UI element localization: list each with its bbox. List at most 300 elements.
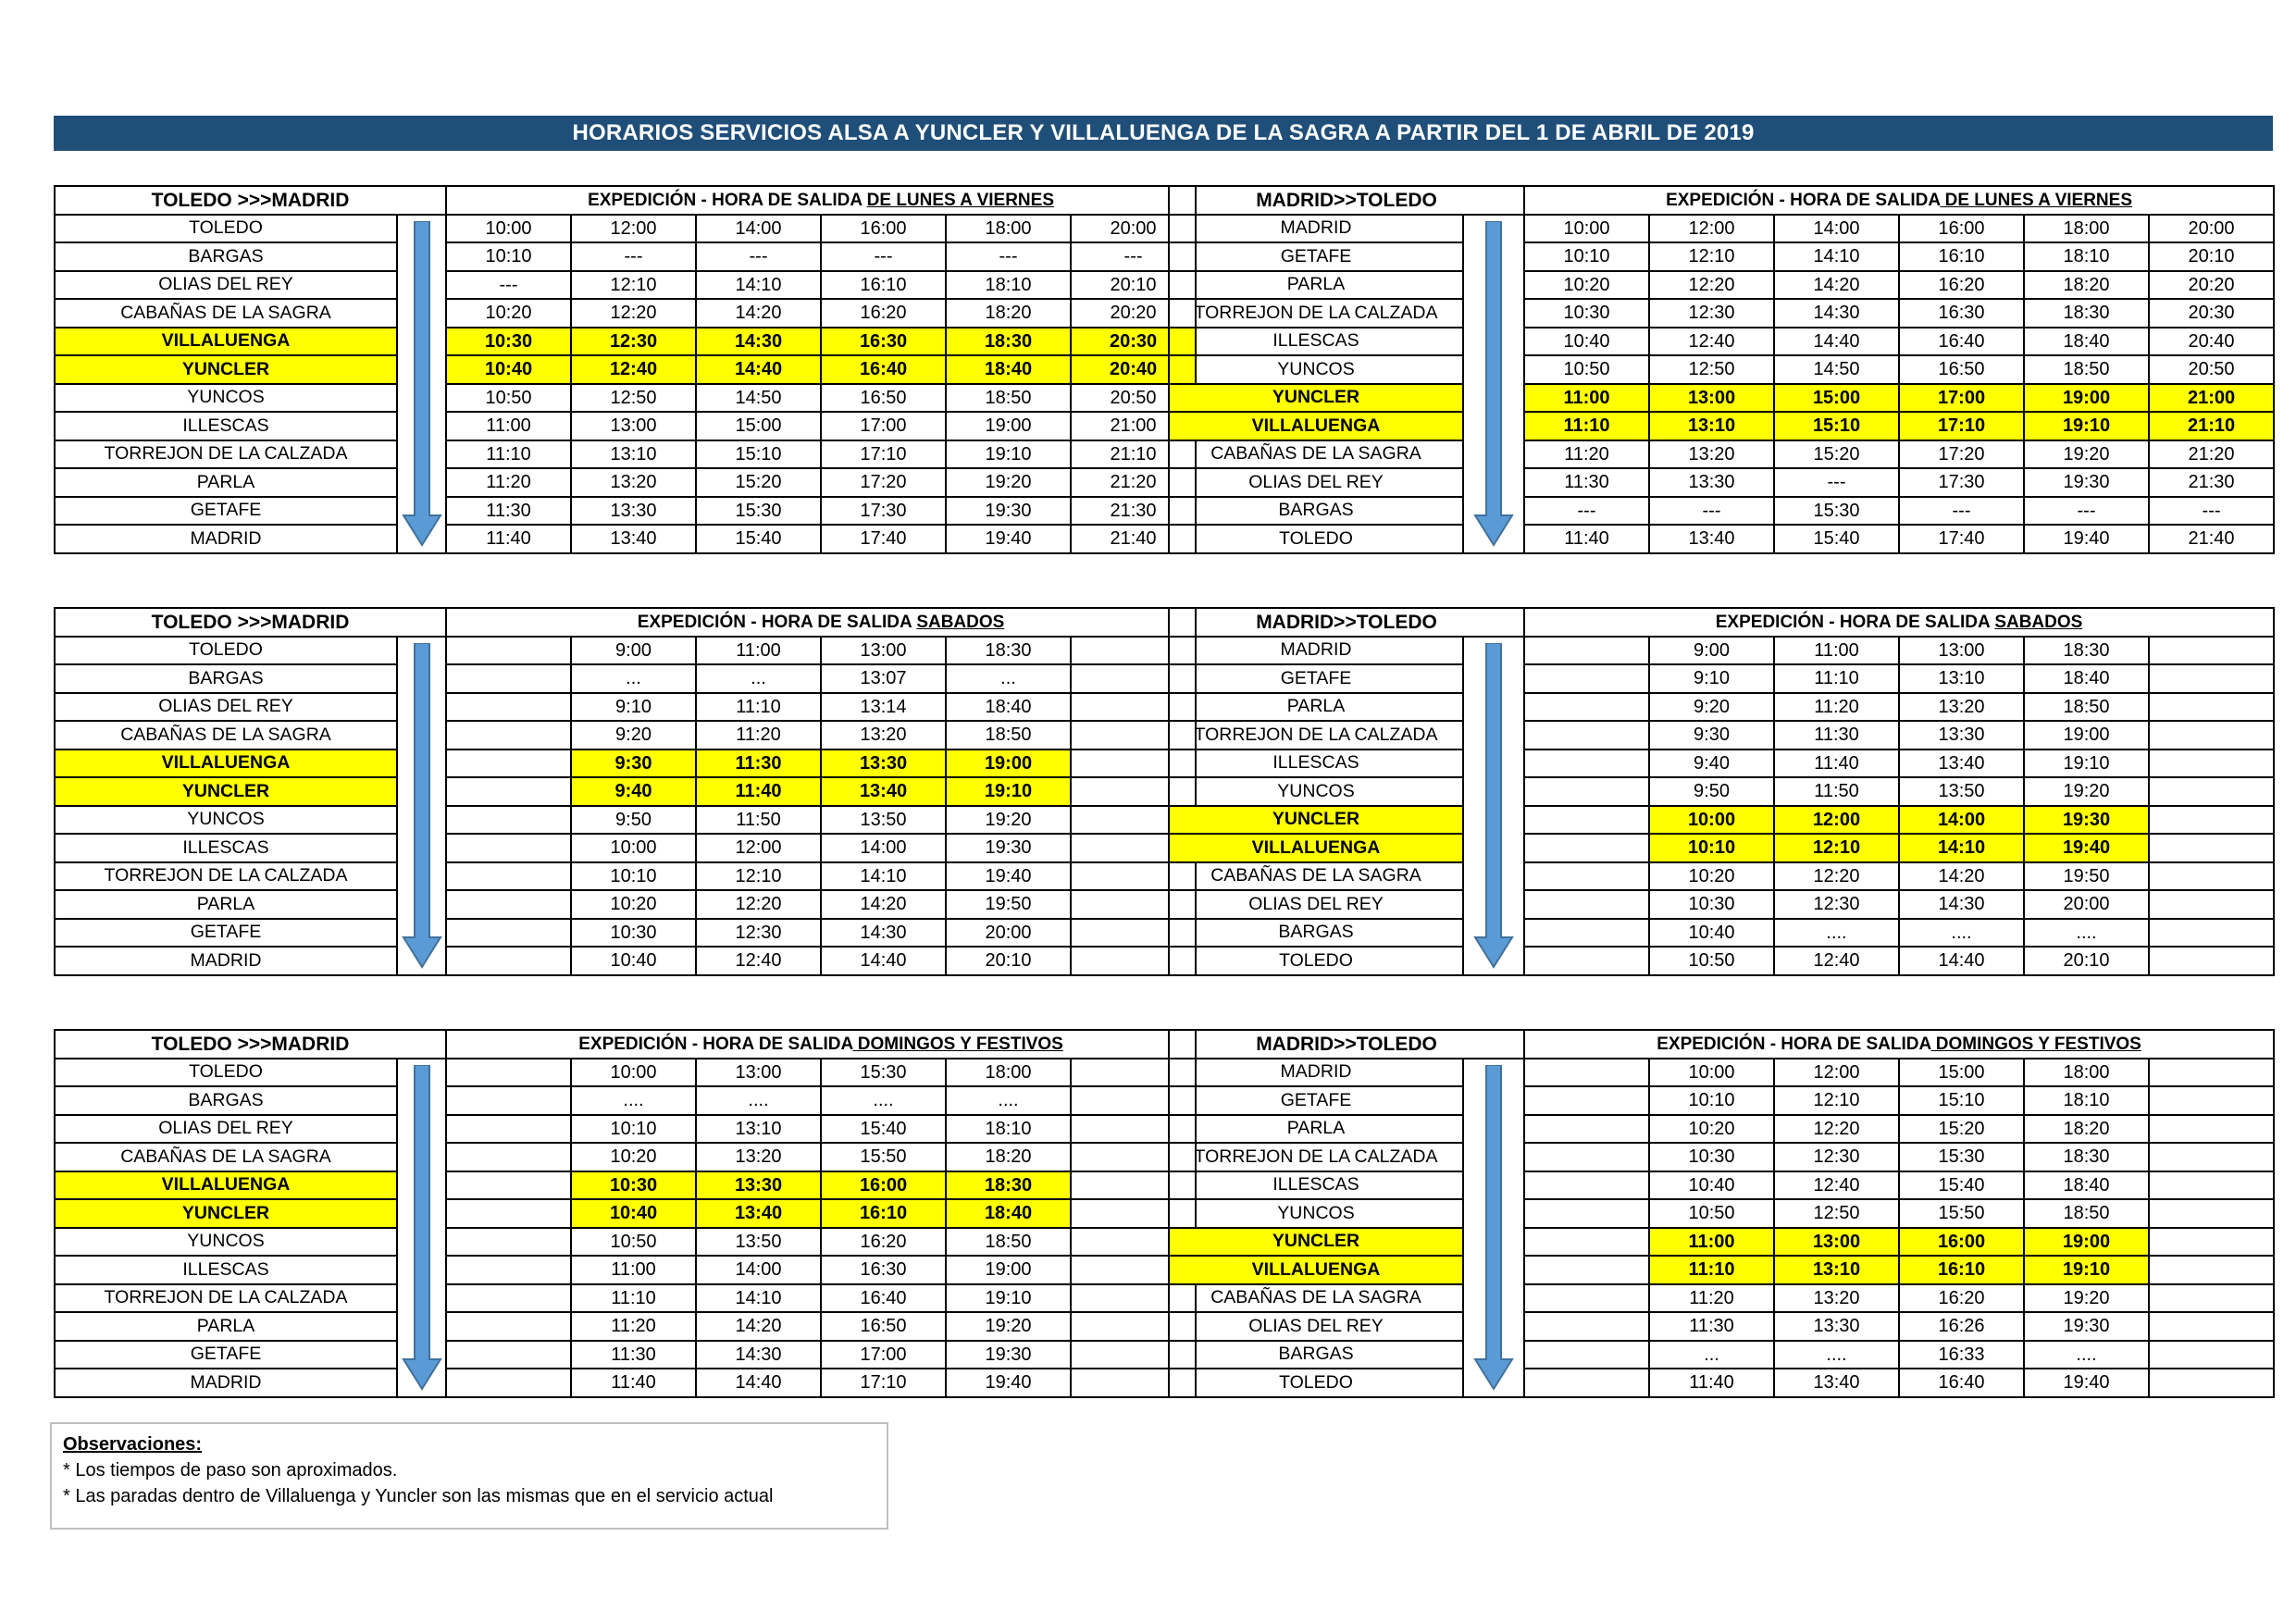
table-row: [55, 355, 1196, 384]
departure-time: [446, 1086, 571, 1115]
departure-time: 19:30: [2024, 806, 2149, 835]
departure-time: [446, 1312, 571, 1341]
departure-time: 12:10: [1774, 834, 1899, 862]
departure-time: 18:20: [946, 299, 1071, 328]
departure-time: 11:00: [571, 1256, 696, 1284]
departure-time: 11:00: [696, 637, 821, 665]
stop-name: YUNCLER: [55, 1199, 397, 1228]
departure-time: 17:00: [821, 1341, 946, 1369]
departure-time: 21:00: [1071, 412, 1196, 440]
departure-time: ...: [696, 664, 821, 693]
timetable: [1168, 1029, 2275, 1398]
departure-time: ....: [2024, 919, 2149, 948]
stop-name: TORREJON DE LA CALZADA: [1169, 721, 1463, 750]
table-row: [55, 328, 1196, 356]
table-row: [1169, 1115, 2274, 1144]
stop-name: TOLEDO: [55, 1059, 397, 1087]
table-row: [1169, 834, 2274, 862]
departure-time: 16:00: [821, 215, 946, 243]
departure-time: 10:30: [571, 1171, 696, 1200]
departure-time: 16:10: [821, 271, 946, 300]
departure-time: 11:10: [571, 1284, 696, 1313]
departure-time: 18:00: [946, 215, 1071, 243]
departure-time: 11:20: [1649, 1284, 1774, 1313]
stop-name: YUNCOS: [55, 806, 397, 835]
table-row: [1169, 412, 2274, 440]
stop-name: VILLALUENGA: [55, 1171, 397, 1200]
departure-time: 10:50: [446, 384, 571, 413]
departure-time: [1524, 664, 1649, 693]
departure-time: ....: [821, 1086, 946, 1115]
departure-time: [2149, 862, 2274, 891]
departure-time: 18:10: [946, 271, 1071, 300]
departure-time: 10:50: [1649, 947, 1774, 975]
departure-time: 12:00: [1774, 806, 1899, 835]
departure-time: 10:50: [1524, 355, 1649, 384]
departure-time: 9:20: [1649, 693, 1774, 722]
table-row: [1169, 862, 2274, 891]
departure-time: [446, 1115, 571, 1144]
table-row: [55, 1312, 1196, 1341]
stop-name: OLIAS DEL REY: [55, 1115, 397, 1144]
stop-name: VILLALUENGA: [55, 328, 397, 356]
departure-time: 20:00: [946, 919, 1071, 948]
departure-time: 11:20: [1774, 693, 1899, 722]
stop-name: GETAFE: [1169, 242, 1463, 271]
departure-time: 18:30: [2024, 637, 2149, 665]
departure-time: 14:10: [821, 862, 946, 891]
departure-time: 10:10: [571, 1115, 696, 1144]
table-row: [1169, 1086, 2274, 1115]
departure-time: [2149, 1199, 2274, 1228]
stop-name: BARGAS: [55, 242, 397, 271]
departure-time: 18:50: [946, 384, 1071, 413]
departure-time: 16:40: [1899, 1369, 2024, 1397]
departure-time: 15:50: [1899, 1199, 2024, 1228]
departure-time: [2149, 919, 2274, 948]
stop-name: CABAÑAS DE LA SAGRA: [1169, 440, 1463, 469]
table-row: [55, 862, 1196, 891]
departure-time: 20:40: [2149, 328, 2274, 356]
departure-time: [2149, 693, 2274, 722]
stop-name: GETAFE: [55, 919, 397, 948]
departure-time: 19:30: [2024, 1312, 2149, 1341]
stop-name: TOLEDO: [1169, 947, 1463, 975]
departure-time: 15:30: [821, 1059, 946, 1087]
departure-time: 16:10: [821, 1199, 946, 1228]
table-row: [55, 242, 1196, 271]
departure-time: 17:30: [1899, 468, 2024, 497]
departure-time: 10:50: [571, 1228, 696, 1257]
departure-time: [1524, 890, 1649, 919]
stop-name: ILLESCAS: [55, 834, 397, 862]
timetable: [1168, 185, 2275, 554]
departure-time: 19:20: [946, 806, 1071, 835]
down-arrow-icon: [1473, 221, 1514, 547]
expedition-header: [446, 186, 1196, 215]
departure-time: 16:40: [1899, 328, 2024, 356]
departure-time: 14:40: [1899, 947, 2024, 975]
stop-name: ILLESCAS: [55, 1256, 397, 1284]
table-row: [55, 1143, 1196, 1171]
table-row: [55, 1228, 1196, 1257]
departure-time: 20:50: [2149, 355, 2274, 384]
departure-time: 13:00: [571, 412, 696, 440]
departure-time: 13:40: [696, 1199, 821, 1228]
departure-time: 13:00: [1649, 384, 1774, 413]
departure-time: 19:50: [946, 890, 1071, 919]
departure-time: 10:00: [1524, 215, 1649, 243]
departure-time: 11:20: [696, 721, 821, 750]
departure-time: 15:00: [1899, 1059, 2024, 1087]
departure-time: 11:00: [446, 412, 571, 440]
departure-time: [1524, 1086, 1649, 1115]
service-period: DE LUNES A VIERNES: [866, 190, 1054, 210]
departure-time: 11:30: [446, 497, 571, 526]
departure-time: 14:40: [1774, 328, 1899, 356]
departure-time: 14:00: [821, 834, 946, 862]
route-title: TOLEDO >>>MADRID: [55, 1030, 446, 1059]
departure-time: 12:40: [1774, 1171, 1899, 1200]
departure-time: 19:30: [946, 834, 1071, 862]
departure-time: 19:30: [946, 497, 1071, 526]
table-row: [55, 664, 1196, 693]
departure-time: 16:10: [1899, 242, 2024, 271]
stop-name: VILLALUENGA: [1169, 1256, 1463, 1284]
departure-time: 13:10: [571, 440, 696, 469]
departure-time: 11:30: [1649, 1312, 1774, 1341]
departure-time: 15:30: [696, 497, 821, 526]
table-row: [55, 890, 1196, 919]
departure-time: 13:00: [1899, 637, 2024, 665]
departure-time: [2149, 947, 2274, 975]
departure-time: 21:10: [2149, 412, 2274, 440]
departure-time: [446, 919, 571, 948]
table-row: [55, 299, 1196, 328]
departure-time: ....: [1899, 919, 2024, 948]
stop-name: MADRID: [1169, 637, 1463, 665]
departure-time: 13:10: [1649, 412, 1774, 440]
departure-time: 10:40: [446, 355, 571, 384]
table-row: [55, 1199, 1196, 1228]
departure-time: [2149, 1115, 2274, 1144]
departure-time: 20:40: [1071, 355, 1196, 384]
departure-time: 17:30: [821, 497, 946, 526]
departure-time: 12:00: [571, 215, 696, 243]
table-row: [1169, 468, 2274, 497]
departure-time: 11:50: [1774, 777, 1899, 806]
departure-time: 14:10: [1899, 834, 2024, 862]
stop-name: MADRID: [1169, 1059, 1463, 1087]
timetable: [54, 185, 1197, 554]
stop-name: OLIAS DEL REY: [1169, 1312, 1463, 1341]
departure-time: 15:50: [821, 1143, 946, 1171]
table-row: [55, 1369, 1196, 1397]
departure-time: [1524, 1369, 1649, 1397]
departure-time: 16:20: [1899, 271, 2024, 300]
departure-time: 19:20: [946, 1312, 1071, 1341]
departure-time: ---: [1071, 242, 1196, 271]
departure-time: 20:20: [1071, 299, 1196, 328]
departure-time: [446, 947, 571, 975]
departure-time: ....: [946, 1086, 1071, 1115]
departure-time: 10:00: [571, 834, 696, 862]
departure-time: 18:20: [2024, 1115, 2149, 1144]
departure-time: ---: [2149, 497, 2274, 526]
departure-time: 15:20: [1899, 1115, 2024, 1144]
departure-time: 12:10: [696, 862, 821, 891]
table-row: [55, 834, 1196, 862]
table-row: [1169, 525, 2274, 553]
departure-time: 13:14: [821, 693, 946, 722]
table-row: [55, 1059, 1196, 1087]
departure-time: 12:30: [696, 919, 821, 948]
table-row: [55, 1256, 1196, 1284]
departure-time: [1524, 637, 1649, 665]
stop-name: OLIAS DEL REY: [1169, 468, 1463, 497]
departure-time: 17:10: [821, 1369, 946, 1397]
departure-time: 9:50: [571, 806, 696, 835]
departure-time: [1524, 862, 1649, 891]
table-row: [1169, 242, 2274, 271]
stop-name: GETAFE: [55, 1341, 397, 1369]
departure-time: 16:30: [821, 328, 946, 356]
departure-time: 19:30: [2024, 468, 2149, 497]
expedition-header: [446, 608, 1196, 637]
table-row: [1169, 947, 2274, 975]
departure-time: 14:30: [1774, 299, 1899, 328]
departure-time: 20:50: [1071, 384, 1196, 413]
departure-time: 13:20: [571, 468, 696, 497]
stop-name: TORREJON DE LA CALZADA: [55, 862, 397, 891]
departure-time: [2149, 1228, 2274, 1257]
departure-time: 13:50: [1899, 777, 2024, 806]
departure-time: [446, 750, 571, 778]
departure-time: ...: [946, 664, 1071, 693]
table-row: [55, 806, 1196, 835]
departure-time: 19:00: [2024, 384, 2149, 413]
departure-time: 14:00: [696, 1256, 821, 1284]
departure-time: 14:20: [696, 299, 821, 328]
table-row: [1169, 1284, 2274, 1313]
departure-time: 18:00: [2024, 1059, 2149, 1087]
departure-time: [2149, 777, 2274, 806]
departure-time: 11:30: [696, 750, 821, 778]
table-row: [1169, 1312, 2274, 1341]
table-row: [1169, 806, 2274, 835]
route-title: TOLEDO >>>MADRID: [55, 186, 446, 215]
departure-time: 11:10: [1774, 664, 1899, 693]
departure-time: 16:20: [821, 299, 946, 328]
departure-time: 9:50: [1649, 777, 1774, 806]
departure-time: 20:00: [2149, 215, 2274, 243]
departure-time: 10:20: [1649, 1115, 1774, 1144]
table-row: [55, 525, 1196, 553]
departure-time: 20:10: [1071, 271, 1196, 300]
stop-name: BARGAS: [1169, 497, 1463, 526]
departure-time: 14:00: [1899, 806, 2024, 835]
departure-time: [446, 890, 571, 919]
departure-time: [1524, 721, 1649, 750]
departure-time: 21:20: [2149, 440, 2274, 469]
departure-time: [2149, 1312, 2274, 1341]
departure-time: [446, 862, 571, 891]
table-row: [55, 468, 1196, 497]
departure-time: 18:40: [2024, 664, 2149, 693]
departure-time: 11:00: [1649, 1228, 1774, 1257]
departure-time: 9:30: [571, 750, 696, 778]
stop-name: CABAÑAS DE LA SAGRA: [55, 299, 397, 328]
departure-time: 10:30: [1524, 299, 1649, 328]
departure-time: 13:30: [1649, 468, 1774, 497]
table-row: [1169, 1228, 2274, 1257]
stop-name: PARLA: [1169, 1115, 1463, 1144]
departure-time: 19:40: [2024, 834, 2149, 862]
departure-time: [1524, 1115, 1649, 1144]
table-row: [1169, 664, 2274, 693]
departure-time: 13:20: [696, 1143, 821, 1171]
departure-time: 11:40: [1524, 525, 1649, 553]
stop-name: PARLA: [55, 1312, 397, 1341]
departure-time: 12:10: [571, 271, 696, 300]
departure-time: [1524, 1199, 1649, 1228]
departure-time: 12:40: [696, 947, 821, 975]
departure-time: [2149, 1171, 2274, 1200]
departure-time: 12:10: [1774, 1086, 1899, 1115]
departure-time: 10:40: [1524, 328, 1649, 356]
departure-time: 10:00: [1649, 1059, 1774, 1087]
departure-time: 14:20: [821, 890, 946, 919]
departure-time: [2149, 1284, 2274, 1313]
table-row: [1169, 299, 2274, 328]
stop-name: YUNCLER: [1169, 806, 1463, 835]
departure-time: 13:40: [571, 525, 696, 553]
departure-time: ....: [571, 1086, 696, 1115]
departure-time: 19:00: [2024, 1228, 2149, 1257]
departure-time: 13:10: [1774, 1256, 1899, 1284]
expedition-label: EXPEDICIÓN - HORA DE SALIDA: [578, 1034, 853, 1054]
departure-time: 18:00: [946, 1059, 1071, 1087]
departure-time: 15:40: [1899, 1171, 2024, 1200]
departure-time: 9:40: [1649, 750, 1774, 778]
departure-time: 15:10: [1774, 412, 1899, 440]
table-row: [55, 440, 1196, 469]
departure-time: 17:20: [1899, 440, 2024, 469]
departure-time: 12:40: [571, 355, 696, 384]
table-row: [1169, 890, 2274, 919]
departure-time: 10:00: [571, 1059, 696, 1087]
departure-time: 16:20: [1899, 1284, 2024, 1313]
departure-time: 19:30: [946, 1341, 1071, 1369]
table-row: [1169, 384, 2274, 413]
table-row: [55, 497, 1196, 526]
departure-time: ---: [1899, 497, 2024, 526]
departure-time: 15:10: [1899, 1086, 2024, 1115]
departure-time: [446, 1143, 571, 1171]
service-period: DE LUNES A VIERNES: [1940, 190, 2132, 210]
table-row: [1169, 777, 2274, 806]
departure-time: ....: [2024, 1341, 2149, 1369]
departure-time: 11:10: [446, 440, 571, 469]
departure-time: 17:00: [821, 412, 946, 440]
stop-name: YUNCLER: [55, 355, 397, 384]
departure-time: 11:50: [696, 806, 821, 835]
departure-time: ---: [1524, 497, 1649, 526]
stop-name: MADRID: [55, 1369, 397, 1397]
table-row: [55, 1115, 1196, 1144]
departure-time: 10:10: [571, 862, 696, 891]
stop-name: YUNCLER: [55, 777, 397, 806]
stop-name: GETAFE: [1169, 1086, 1463, 1115]
departure-time: 21:10: [1071, 440, 1196, 469]
table-row: [1169, 440, 2274, 469]
departure-time: 16:26: [1899, 1312, 2024, 1341]
stop-name: YUNCOS: [1169, 777, 1463, 806]
departure-time: [446, 721, 571, 750]
down-arrow-icon: [1473, 1065, 1514, 1391]
route-title: MADRID>>TOLEDO: [1169, 186, 1524, 215]
departure-time: 9:40: [571, 777, 696, 806]
departure-time: 17:40: [1899, 525, 2024, 553]
departure-time: [446, 1256, 571, 1284]
departure-time: [1524, 1143, 1649, 1171]
departure-time: 10:30: [571, 919, 696, 948]
departure-time: 17:10: [821, 440, 946, 469]
stop-name: VILLALUENGA: [1169, 412, 1463, 440]
expedition-header: [1524, 186, 2274, 215]
stop-name: ILLESCAS: [1169, 1171, 1463, 1200]
departure-time: 14:10: [696, 271, 821, 300]
departure-time: 15:00: [1774, 384, 1899, 413]
departure-time: 14:40: [696, 355, 821, 384]
departure-time: 19:00: [946, 1256, 1071, 1284]
table-row: [1169, 1341, 2274, 1369]
departure-time: 20:10: [2149, 242, 2274, 271]
service-period: DOMINGOS Y FESTIVOS: [1930, 1034, 2141, 1054]
table-row: [55, 1284, 1196, 1313]
table-row: [55, 693, 1196, 722]
departure-time: 12:30: [1649, 299, 1774, 328]
departure-time: 13:30: [1774, 1312, 1899, 1341]
departure-time: 18:30: [946, 1171, 1071, 1200]
departure-time: [2149, 1369, 2274, 1397]
departure-time: [1524, 777, 1649, 806]
stop-name: CABAÑAS DE LA SAGRA: [55, 1143, 397, 1171]
departure-time: 18:40: [2024, 328, 2149, 356]
departure-time: 9:30: [1649, 721, 1774, 750]
stop-name: MADRID: [55, 525, 397, 553]
departure-time: 16:50: [821, 1312, 946, 1341]
departure-time: 16:50: [821, 384, 946, 413]
departure-time: 14:20: [1899, 862, 2024, 891]
stop-name: ILLESCAS: [55, 412, 397, 440]
departure-time: 11:20: [446, 468, 571, 497]
table-row: [1169, 1143, 2274, 1171]
departure-time: 18:50: [946, 721, 1071, 750]
table-row: [1169, 497, 2274, 526]
stop-name: BARGAS: [1169, 919, 1463, 948]
departure-time: 18:50: [2024, 355, 2149, 384]
page-title: HORARIOS SERVICIOS ALSA A YUNCLER Y VILLALUENGA DE LA SAGRA A PARTIR DEL 1 DE ABRIL DE 2019: [54, 116, 2273, 151]
departure-time: 19:40: [946, 862, 1071, 891]
departure-time: 12:40: [1649, 328, 1774, 356]
departure-time: 10:00: [1649, 806, 1774, 835]
stop-name: ILLESCAS: [1169, 328, 1463, 356]
timetable: [54, 1029, 1197, 1398]
stop-name: TORREJON DE LA CALZADA: [55, 440, 397, 469]
stop-name: YUNCLER: [1169, 384, 1463, 413]
departure-time: 18:50: [2024, 1199, 2149, 1228]
